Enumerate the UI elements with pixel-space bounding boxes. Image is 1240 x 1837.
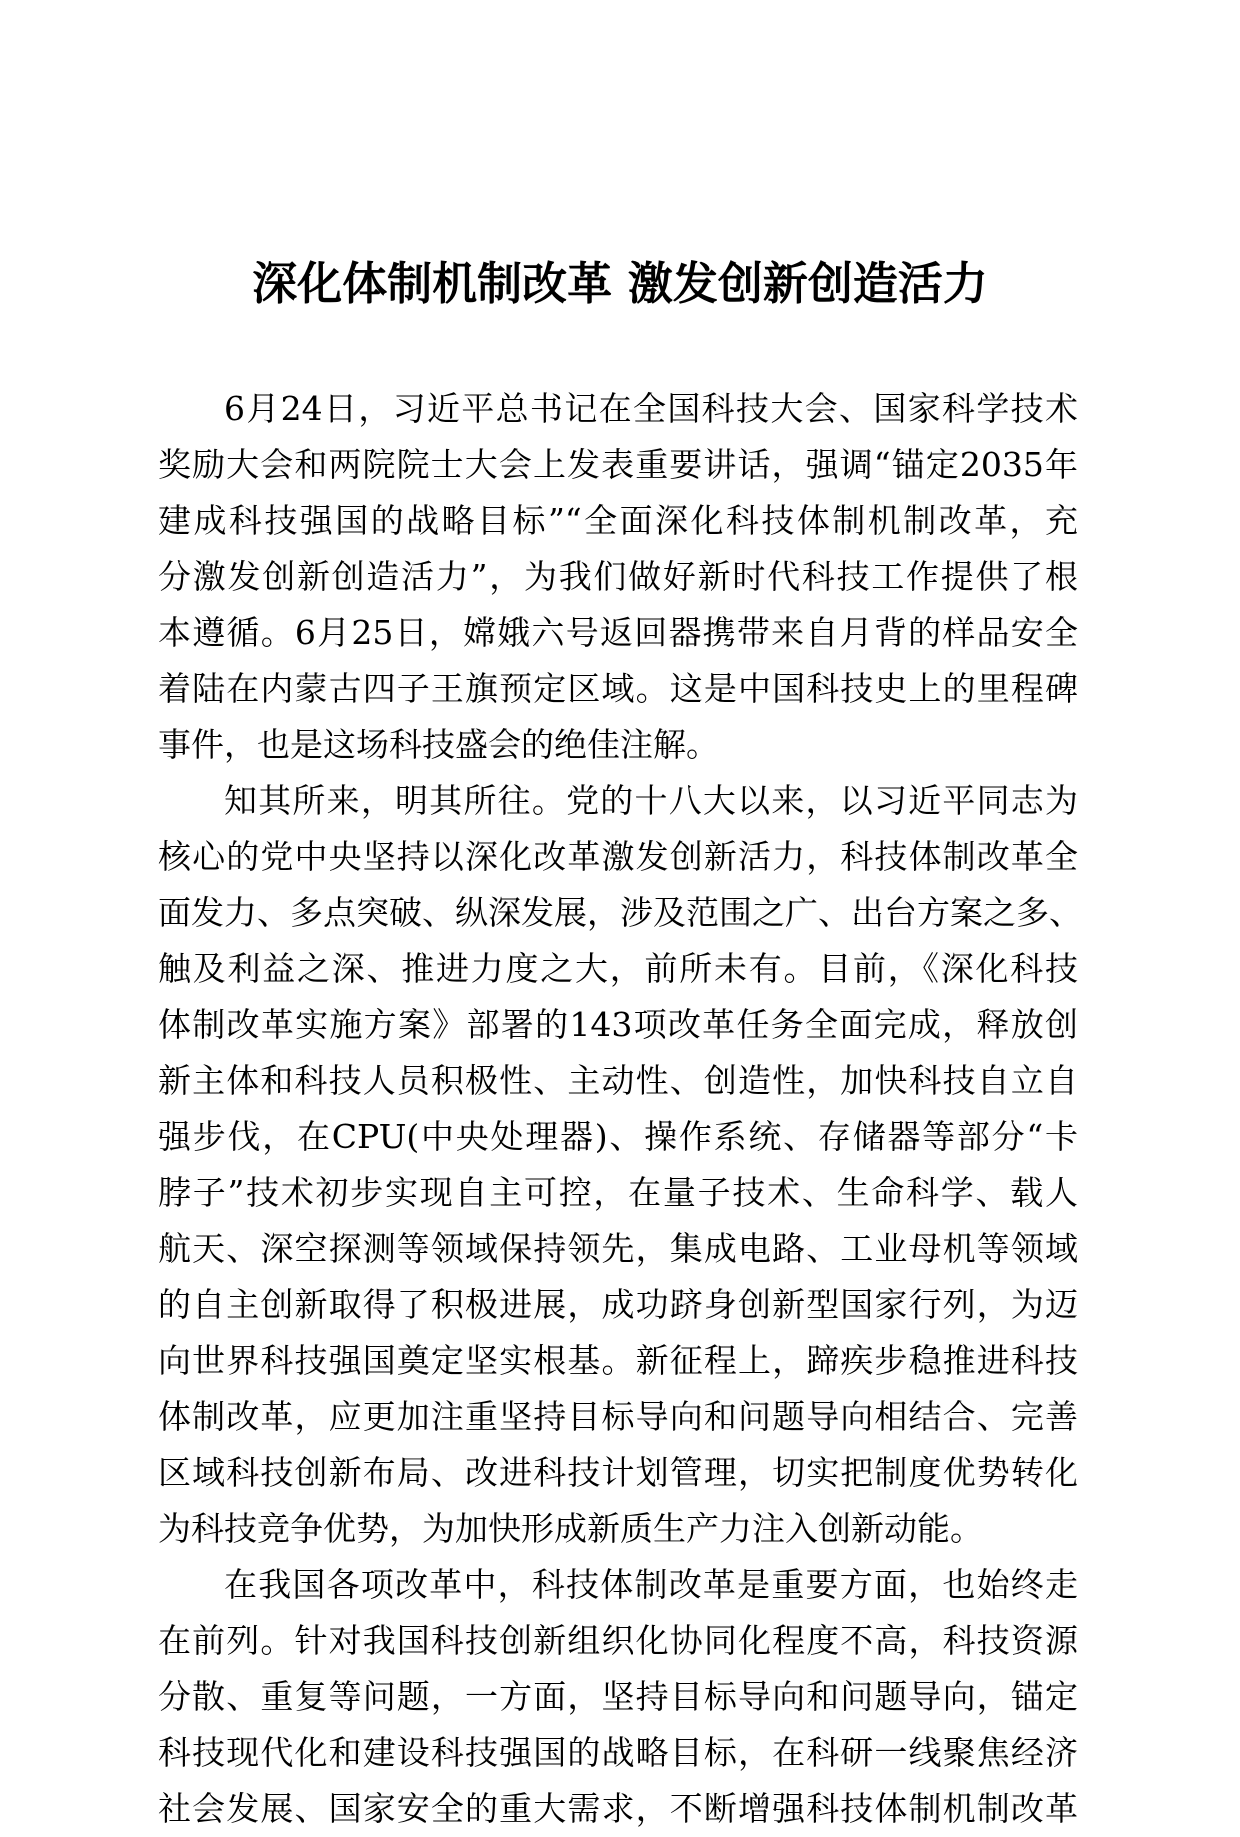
text-line: 社会发展、国家安全的重大需求，不断增强科技体制机制改革 [158, 1789, 1078, 1828]
text-line: 的自主创新取得了积极进展，成功跻身创新型国家行列，为迈 [158, 1285, 1078, 1324]
text-line: 本遵循。6月25日，嫦娥六号返回器携带来自月背的样品安全 [158, 613, 1078, 652]
text-line: 在我国各项改革中，科技体制改革是重要方面，也始终走 [224, 1565, 1078, 1604]
text-line: 分激发创新创造活力”，为我们做好新时代科技工作提供了根 [158, 557, 1078, 596]
text-line: 强步伐，在CPU(中央处理器)、操作系统、存储器等部分“卡 [158, 1117, 1078, 1156]
text-line: 体制改革实施方案》部署的143项改革任务全面完成，释放创 [158, 1005, 1078, 1044]
paragraph-2 [158, 773, 1082, 1557]
text-line: 脖子”技术初步实现自主可控，在量子技术、生命科学、载人 [158, 1173, 1078, 1212]
text-line: 事件，也是这场科技盛会的绝佳注解。 [158, 725, 719, 764]
text-line: 分散、重复等问题，一方面，坚持目标导向和问题导向，锚定 [158, 1677, 1078, 1716]
text-line: 面发力、多点突破、纵深发展，涉及范围之广、出台方案之多、 [158, 893, 1082, 932]
text-line: 奖励大会和两院院士大会上发表重要讲话，强调“锚定2035年 [158, 445, 1078, 484]
text-line: 知其所来，明其所往。党的十八大以来，以习近平同志为 [224, 781, 1078, 820]
text-line: 在前列。针对我国科技创新组织化协同化程度不高，科技资源 [158, 1621, 1078, 1660]
text-line: 建成科技强国的战略目标”“全面深化科技体制机制改革，充 [158, 501, 1078, 540]
text-line: 核心的党中央坚持以深化改革激发创新活力，科技体制改革全 [158, 837, 1078, 876]
text-line: 触及利益之深、推进力度之大，前所未有。目前，《深化科技 [158, 949, 1078, 988]
text-line: 向世界科技强国奠定坚实根基。新征程上，蹄疾步稳推进科技 [158, 1341, 1078, 1380]
paragraph-3 [158, 1557, 1078, 1837]
text-line: 体制改革，应更加注重坚持目标导向和问题导向相结合、完善 [158, 1397, 1078, 1436]
text-line: 为科技竞争优势，为加快形成新质生产力注入创新动能。 [158, 1509, 983, 1548]
text-line: 区域科技创新布局、改进科技计划管理，切实把制度优势转化 [158, 1453, 1078, 1492]
page-title: 深化体制机制改革 激发创新创造活力 [252, 257, 988, 310]
article-body [158, 381, 1082, 1837]
text-line: 着陆在内蒙古四子王旗预定区域。这是中国科技史上的里程碑 [158, 669, 1078, 708]
paragraph-1 [158, 381, 1078, 773]
text-line: 新主体和科技人员积极性、主动性、创造性，加快科技自立自 [158, 1061, 1078, 1100]
text-line: 科技现代化和建设科技强国的战略目标，在科研一线聚焦经济 [158, 1733, 1078, 1772]
text-line: 6月24日，习近平总书记在全国科技大会、国家科学技术 [224, 389, 1078, 428]
text-line: 航天、深空探测等领域保持领先，集成电路、工业母机等领域 [158, 1229, 1078, 1268]
